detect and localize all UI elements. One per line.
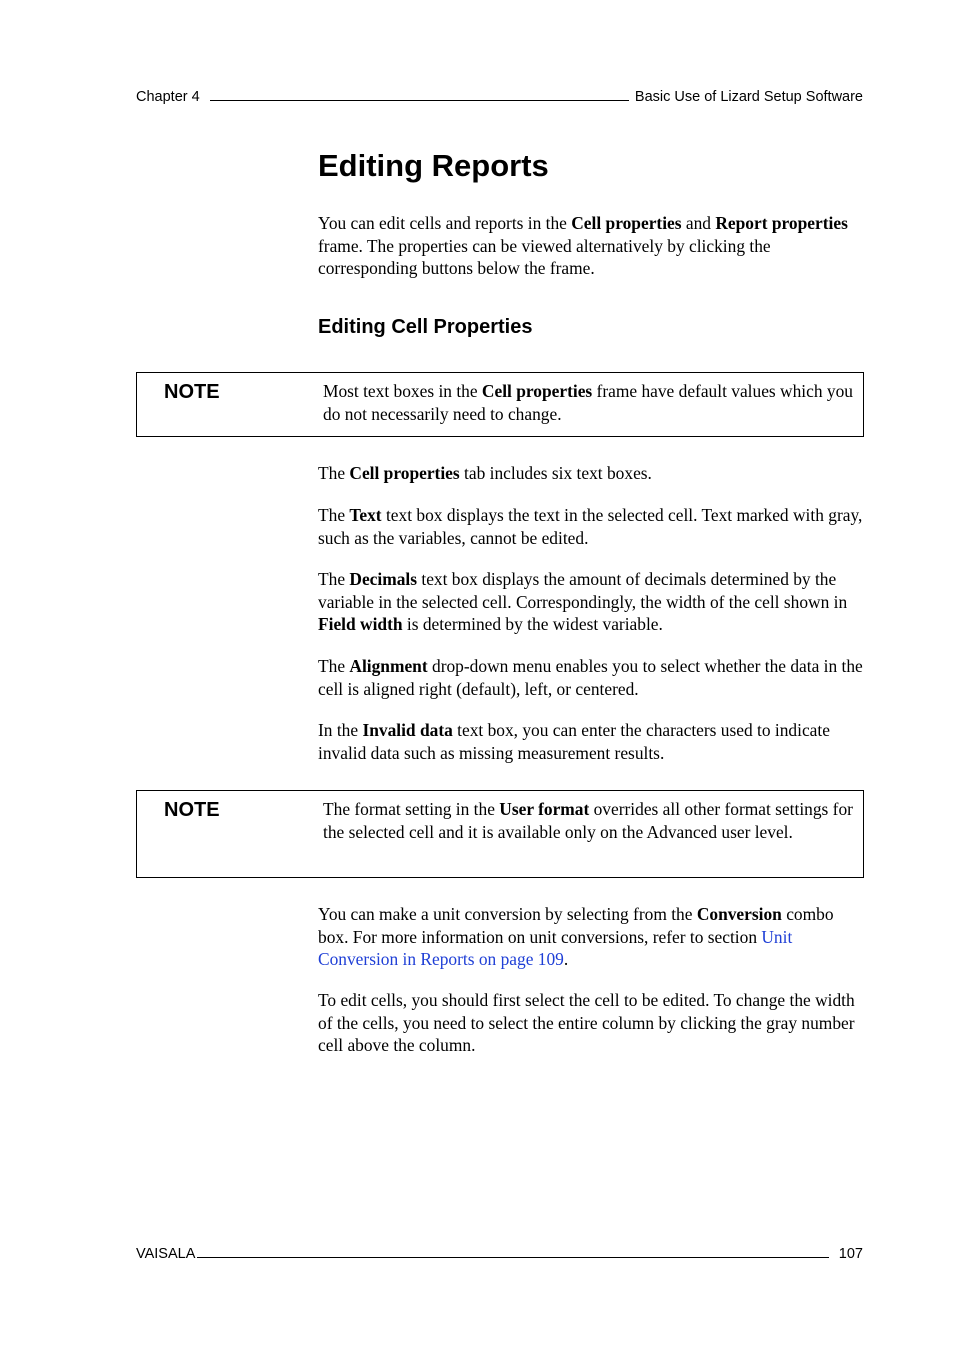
bold-term: Cell properties <box>481 381 593 401</box>
header-rule <box>210 86 629 101</box>
bold-term: Invalid data <box>362 720 453 740</box>
text: You can make a unit conversion by selecting from the <box>318 904 697 924</box>
note-text <box>323 380 857 425</box>
bold-term: User format <box>499 799 590 819</box>
text: text box displays the amount of decimals determined by the variable in the selected cell. Correspondingly, the width of the cell shown in <box>318 569 848 612</box>
paragraph-edit-cells <box>318 989 866 1057</box>
paragraph-text-box <box>318 504 866 549</box>
bold-term: Text <box>349 505 382 525</box>
note-text <box>323 798 857 843</box>
text: frame have default values which you do not necessarily need to change. <box>323 381 853 424</box>
page-header <box>136 86 863 105</box>
bold-term: Conversion <box>696 904 782 924</box>
paragraph-invalid-data <box>318 719 866 764</box>
unit-conversion-link[interactable]: Unit Conversion in Reports on page 109 <box>318 926 793 969</box>
text: The format setting in the <box>323 799 500 819</box>
text: The <box>318 463 350 483</box>
note-label: NOTE <box>164 799 220 821</box>
note-label: NOTE <box>164 381 220 403</box>
subsection-title: Editing Cell Properties <box>318 316 533 338</box>
text: overrides all other format settings for the selected cell and it is available only on the Advanced user level. <box>323 799 853 842</box>
header-title: Basic Use of Lizard Setup Software <box>634 89 863 105</box>
paragraph-cell-properties <box>318 462 866 485</box>
text: text box displays the text in the selected cell. Text marked with gray, such as the variables, cannot be edited. <box>318 505 863 548</box>
paragraph-decimals <box>318 568 866 636</box>
text: is determined by the widest variable. <box>402 614 663 634</box>
bold-term: Alignment <box>349 656 428 676</box>
bold-term: Field width <box>318 614 403 634</box>
intro-paragraph <box>318 212 866 280</box>
page-title: Editing Reports <box>318 148 549 183</box>
bold-term: Report properties <box>715 213 848 233</box>
bold-term: Decimals <box>349 569 418 589</box>
footer-rule <box>197 1243 828 1258</box>
text: combo box. For more information on unit conversions, refer to section <box>318 904 834 947</box>
text: frame. The properties can be viewed alternatively by clicking the corresponding buttons below the frame. <box>318 235 771 278</box>
text: Most text boxes in the <box>323 381 482 401</box>
bold-term: Cell properties <box>571 213 682 233</box>
text: In the <box>318 720 363 740</box>
paragraph-conversion <box>318 903 866 971</box>
note-box-1 <box>136 372 864 437</box>
page-number: 107 <box>838 1246 863 1262</box>
text: text box, you can enter the characters used to indicate invalid data such as missing measurement results. <box>318 720 830 763</box>
text: The <box>318 656 350 676</box>
text: The <box>318 569 350 589</box>
footer-company: VAISALA <box>136 1246 196 1262</box>
note-box-2 <box>136 790 864 878</box>
page-footer <box>136 1243 863 1262</box>
text: To edit cells, you should first select the cell to be edited. To change the width of the cells, you need to select the entire column by clicking the gray number cell above the column. <box>318 990 855 1055</box>
text: You can edit cells and reports in the <box>318 213 572 233</box>
text: and <box>681 213 716 233</box>
text: . <box>563 949 569 969</box>
text: tab includes six text boxes. <box>459 463 652 483</box>
text: drop-down menu enables you to select whether the data in the cell is aligned right (default), left, or centered. <box>318 656 863 699</box>
paragraph-alignment <box>318 655 866 700</box>
text: The <box>318 505 350 525</box>
bold-term: Cell properties <box>349 463 460 483</box>
chapter-label: Chapter 4 <box>136 89 200 105</box>
